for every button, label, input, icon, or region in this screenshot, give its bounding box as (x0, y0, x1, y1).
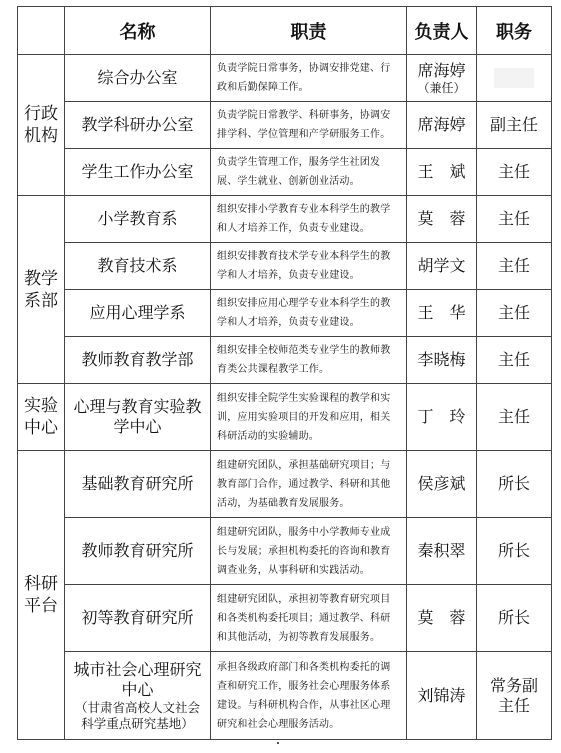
unit-role: 副主任 (477, 102, 552, 149)
table-row (18, 149, 552, 196)
unit-role: 所长 (477, 518, 552, 585)
unit-name: 学生工作办公室 (65, 149, 211, 196)
group-label-admin: 行政 机构 (18, 55, 65, 196)
unit-duty: 负责学生管理工作，服务学生社团发展、学生就业、创新创业活动。 (211, 149, 407, 196)
unit-person: 丁 玲 (407, 384, 477, 451)
header-corner (18, 7, 65, 55)
header-row (18, 7, 552, 55)
unit-name: 应用心理学系 (65, 290, 211, 337)
unit-duty: 负责学院日常教学、科研事务，协调安排学科、学位管理和产学研服务工作。 (211, 102, 407, 149)
unit-name (65, 652, 211, 740)
unit-duty: 组建研究团队，承担初等教育研究项目和各类机构委托项目；通过教学、科研和其他活动，为初等教育发展服务。 (211, 585, 407, 652)
unit-name: 心理与教育实验教学中心 (65, 384, 211, 451)
table-row (18, 451, 552, 518)
unit-name: 教师教育研究所 (65, 518, 211, 585)
group-label-research: 科研 平台 (18, 451, 65, 740)
unit-name-sub: （甘肃省高校人文社会科学重点研究基地） (74, 699, 200, 731)
unit-person: 刘锦涛 (407, 652, 477, 740)
unit-role: 主任 (477, 243, 552, 290)
unit-name: 教师教育教学部 (65, 337, 211, 384)
header-person: 负责人 (407, 7, 477, 55)
unit-person: 王 华 (407, 290, 477, 337)
header-duty: 职责 (211, 7, 407, 55)
table-row (18, 290, 552, 337)
unit-name: 初等教育研究所 (65, 585, 211, 652)
unit-person: 胡学文 (407, 243, 477, 290)
org-structure-table (17, 6, 552, 740)
unit-role (477, 55, 552, 102)
unit-name: 教学科研办公室 (65, 102, 211, 149)
unit-role: 主任 (477, 337, 552, 384)
unit-duty: 组织安排教育技术学专业本科学生的教学和人才培养，负责专业建设。 (211, 243, 407, 290)
table-row (18, 196, 552, 243)
unit-person: 莫 蓉 (407, 585, 477, 652)
unit-duty: 组织安排应用心理学专业本科学生的教学和人才培养，负责专业建设。 (211, 290, 407, 337)
table-row (18, 384, 552, 451)
unit-name: 教育技术系 (65, 243, 211, 290)
unit-duty: 组建研究团队，承担基础研究项目；与教育部门合作，通过教学、科研和其他活动，为基础教育发展服务。 (211, 451, 407, 518)
unit-person: 莫 蓉 (407, 196, 477, 243)
unit-name-main: 城市社会心理研究中心 (73, 659, 202, 699)
unit-name: 综合办公室 (65, 55, 211, 102)
unit-name: 基础教育研究所 (65, 451, 211, 518)
unit-person: 王 斌 (407, 149, 477, 196)
header-role: 职务 (477, 7, 552, 55)
table-row (18, 55, 552, 102)
unit-duty: 负责学院日常事务，协调安排党建、行政和后勤保障工作。 (211, 55, 407, 102)
unit-role: 主任 (477, 290, 552, 337)
unit-role: 常务副主任 (477, 652, 552, 740)
unit-name: 小学教育系 (65, 196, 211, 243)
person-name: 席海婷 (417, 60, 466, 80)
unit-person: 李晓梅 (407, 337, 477, 384)
person-note: （兼任） (417, 80, 466, 95)
unit-duty: 组织安排小学教育专业本科学生的教学和人才培养工作，负责专业建设。 (211, 196, 407, 243)
unit-person (407, 55, 477, 102)
page-dot (277, 742, 279, 744)
unit-role: 所长 (477, 451, 552, 518)
unit-role: 所长 (477, 585, 552, 652)
unit-role: 主任 (477, 196, 552, 243)
table-row (18, 337, 552, 384)
unit-person: 席海婷 (407, 102, 477, 149)
unit-duty: 组建研究团队，服务中小学教师专业成长与发展；承担机构委托的咨询和教育调查业务，从事科研和实践活动。 (211, 518, 407, 585)
group-label-teaching: 教学 系部 (18, 196, 65, 384)
unit-duty: 组织安排全院学生实验课程的教学和实训，应用实验项目的开发和应用，相关科研活动的实验辅助。 (211, 384, 407, 451)
role-blank (494, 68, 534, 88)
table-row (18, 102, 552, 149)
table-row (18, 652, 552, 740)
unit-role: 主任 (477, 384, 552, 451)
unit-role: 主任 (477, 149, 552, 196)
unit-duty: 承担各级政府部门和各类机构委托的调查和研究工作，服务社会心理服务体系建设。与科研机构合作，从事社区心理研究和社会心理服务活动。 (211, 652, 407, 740)
table-row (18, 518, 552, 585)
group-label-lab: 实验 中心 (18, 384, 65, 451)
table-row (18, 585, 552, 652)
unit-duty: 组织安排全校师范类专业学生的教师教育类公共课程教学工作。 (211, 337, 407, 384)
header-name: 名称 (65, 7, 211, 55)
table-row (18, 243, 552, 290)
unit-person: 侯彦斌 (407, 451, 477, 518)
unit-person: 秦积翠 (407, 518, 477, 585)
